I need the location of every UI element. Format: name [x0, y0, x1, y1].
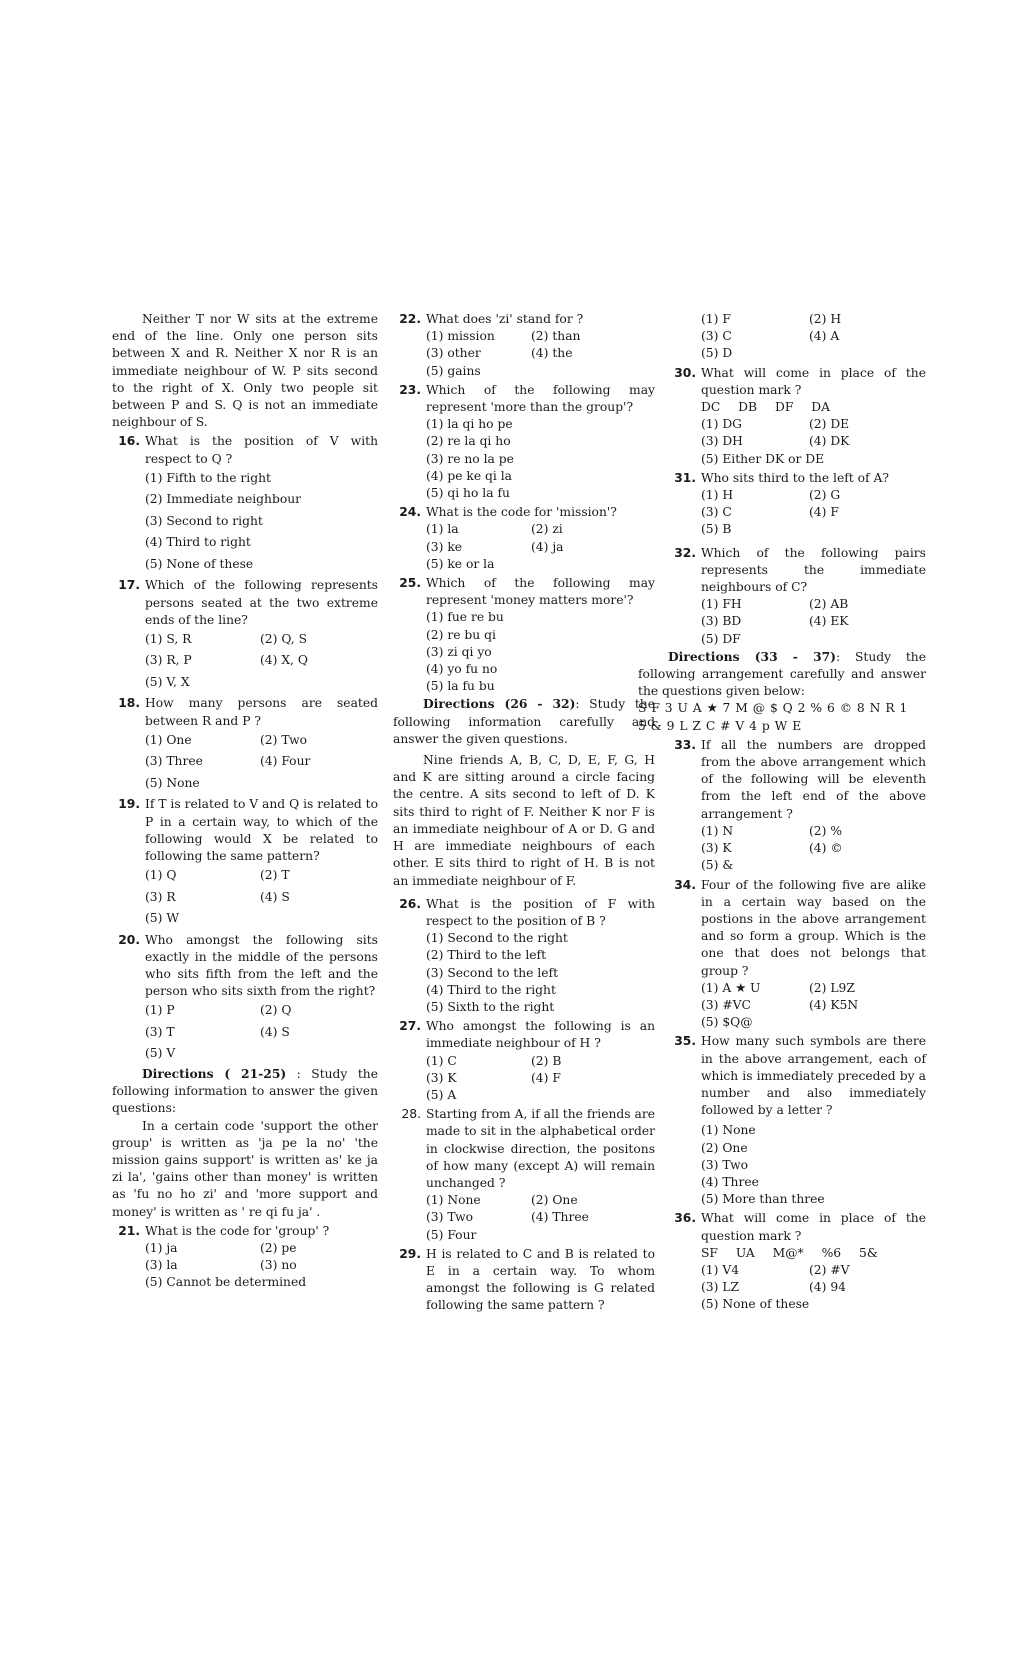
option[interactable]: (5) More than three — [701, 1192, 825, 1207]
option[interactable]: (5) & — [701, 858, 734, 873]
option[interactable]: (1) Q — [145, 868, 177, 883]
option[interactable]: (1) S, R — [145, 631, 192, 646]
question-number: 23. — [399, 382, 421, 397]
options-27 — [426, 1053, 655, 1105]
question-text: Which of the following represents persons seated at the two extreme ends of the line? — [145, 578, 378, 627]
question-text: How many persons are seated between R and P ? — [145, 696, 378, 728]
option[interactable]: (2) zi — [531, 522, 563, 537]
question-32 — [668, 545, 926, 597]
option[interactable]: (5) Four — [426, 1227, 477, 1242]
option[interactable]: (3) R — [145, 889, 176, 904]
question-29 — [393, 1246, 655, 1315]
option[interactable]: (1) N — [701, 823, 734, 838]
option[interactable]: (1) None — [701, 1123, 756, 1138]
question-31 — [668, 470, 926, 487]
question-text: What is the code for 'mission'? — [426, 505, 617, 520]
option[interactable]: (5) gains — [426, 363, 481, 378]
option[interactable]: (4) S — [260, 889, 290, 904]
question-34 — [668, 877, 926, 980]
question-text: Who amongst the following sits exactly in the middle of the persons who sits fifth from the left and the person who sits sixth from the right? — [145, 932, 378, 999]
question-25 — [393, 575, 655, 609]
option[interactable]: (2) Q, S — [260, 631, 308, 646]
option[interactable]: (4) EK — [809, 614, 849, 629]
options-18 — [145, 730, 378, 795]
directions-label: Directions (33 - 37) — [668, 648, 837, 664]
option[interactable]: (4) the — [531, 346, 573, 361]
option[interactable]: (1) DG — [701, 417, 743, 432]
directions-26-32 — [393, 695, 655, 748]
option[interactable]: (3) Two — [701, 1157, 749, 1172]
question-number: 19. — [118, 797, 140, 812]
option[interactable]: (4) DK — [809, 434, 850, 449]
question-number: 31. — [674, 470, 696, 485]
option[interactable]: (1) ja — [145, 1241, 178, 1255]
question-text: Starting from A, if all the friends are made to sit in the alphabetical order in clockwise direction, the positons of how many (except A) will remain unchanged ? — [426, 1107, 655, 1190]
option[interactable]: (4) X, Q — [260, 653, 308, 668]
options-16 — [145, 468, 378, 576]
option[interactable]: (3) BD — [701, 614, 742, 629]
question-number: 35. — [674, 1034, 696, 1049]
column-1 — [112, 311, 378, 1292]
question-number: 34. — [674, 877, 696, 892]
question-text: What will come in place of the question mark ? — [701, 1211, 926, 1243]
option[interactable]: (3) DH — [701, 434, 743, 449]
question-20 — [112, 932, 378, 1001]
option[interactable]: (3) R, P — [145, 653, 192, 668]
option[interactable]: (2) re la qi ho — [426, 434, 511, 449]
options-21 — [145, 1240, 378, 1292]
question-text: Which of the following pairs represents the immediate neighbours of C? — [701, 545, 926, 595]
question-text: What will come in place of the question mark ? — [701, 365, 926, 397]
directions-text: : Study the following arrangement carefully and answer the questions given below: — [638, 649, 926, 699]
question-text: What does 'zi' stand for ? — [426, 312, 584, 326]
options-29 — [701, 311, 926, 363]
option[interactable]: (2) B — [531, 1053, 562, 1068]
option[interactable]: (4) A — [809, 329, 840, 344]
option[interactable]: (3) C — [701, 505, 732, 520]
question-26 — [393, 896, 655, 930]
option[interactable]: (3) zi qi yo — [426, 644, 492, 659]
option[interactable]: (1) la qi ho pe — [426, 417, 513, 432]
question-33 — [668, 737, 926, 823]
question-36 — [668, 1210, 926, 1244]
option[interactable]: (2) #V — [809, 1262, 850, 1277]
option[interactable]: (2) Q — [260, 1003, 292, 1018]
question-text: If all the numbers are dropped from the above arrangement which of the following will be eleventh from the left end of the above arrangement ? — [701, 737, 926, 821]
arrangement-line-2: 5 & 9 L Z C # V 4 p W E — [638, 718, 802, 733]
option[interactable]: (2) Immediate neighbour — [145, 492, 302, 507]
option[interactable]: (2) H — [809, 312, 842, 326]
question-number: 16. — [118, 434, 140, 449]
options-25 — [426, 609, 655, 695]
question-text: What is the position of F with respect to the position of B ? — [426, 896, 655, 928]
option[interactable]: (3) Second to right — [145, 513, 263, 528]
option[interactable]: (4) F — [531, 1070, 561, 1085]
options-24 — [426, 521, 655, 573]
option[interactable]: (5) V, X — [145, 674, 190, 689]
option[interactable]: (5) None — [145, 775, 200, 790]
option[interactable]: (2) pe — [260, 1241, 297, 1255]
directions-text: : Study the following information to answer the given questions: — [112, 1066, 378, 1116]
option[interactable]: (4) © — [809, 841, 843, 856]
option[interactable]: (5) None of these — [701, 1297, 810, 1312]
series-36: SF UA M@* %6 5& — [701, 1245, 878, 1260]
question-text: Which of the following may represent 'more than the group'? — [426, 382, 655, 415]
option[interactable]: (4) Three — [701, 1174, 759, 1189]
option[interactable]: (2) % — [809, 823, 843, 838]
question-number: 27. — [399, 1019, 421, 1034]
question-number: 18. — [118, 696, 140, 711]
option[interactable]: (1) One — [145, 732, 192, 747]
options-20 — [145, 1000, 378, 1065]
option[interactable]: (1) mission — [426, 329, 495, 344]
option[interactable]: (5) V — [145, 1046, 176, 1061]
options-22 — [426, 328, 655, 380]
question-text: Which of the following may represent 'money matters more'? — [426, 576, 655, 608]
option[interactable]: (3) C — [701, 329, 732, 344]
question-text: What is the position of V with respect to Q ? — [145, 434, 378, 466]
question-text: H is related to C and B is related to E in a certain way. To whom amongst the following is G related following the same pattern ? — [426, 1246, 655, 1313]
option[interactable]: (5) qi ho la fu — [426, 486, 510, 501]
question-number: 22. — [399, 312, 421, 326]
option[interactable]: (3) T — [145, 1024, 175, 1039]
option[interactable]: (5) $Q@ — [701, 1015, 753, 1030]
option[interactable]: (3) K — [426, 1070, 457, 1085]
option[interactable]: (2) Two — [260, 732, 308, 747]
option[interactable]: (5) B — [701, 522, 732, 537]
option[interactable]: (4) Third to the right — [426, 982, 556, 997]
option[interactable]: (1) V4 — [701, 1262, 740, 1277]
option[interactable]: (3) other — [426, 346, 481, 361]
option[interactable]: (4) Three — [531, 1210, 589, 1225]
option[interactable]: (1) P — [145, 1003, 175, 1018]
options-26 — [426, 930, 655, 1016]
option[interactable]: (3) ke — [426, 539, 463, 554]
question-23 — [393, 382, 655, 416]
question-22 — [393, 311, 655, 328]
options-35 — [701, 1122, 926, 1208]
option[interactable]: (2) One — [531, 1193, 578, 1208]
question-30 — [668, 365, 926, 399]
question-text: If T is related to V and Q is related to P in a certain way, to which of the following would X be related to following the same pattern? — [145, 797, 378, 863]
options-28 — [426, 1192, 655, 1244]
option[interactable]: (3) LZ — [701, 1280, 740, 1295]
option[interactable]: (5) D — [701, 346, 733, 361]
question-number: 26. — [399, 896, 421, 911]
arrangement-line-1: S F 3 U A ★ 7 M @ $ Q 2 % 6 © 8 N R 1 — [638, 701, 908, 716]
question-number: 29. — [399, 1246, 421, 1261]
column-2 — [393, 309, 655, 1315]
option[interactable]: (1) C — [426, 1053, 457, 1068]
option[interactable]: (3) Three — [145, 754, 203, 769]
question-number: 20. — [118, 932, 140, 947]
option[interactable]: (5) la fu bu — [426, 679, 495, 694]
option[interactable]: (2) G — [809, 488, 841, 503]
option[interactable]: (4) pe ke qi la — [426, 468, 513, 483]
question-number: 36. — [674, 1211, 696, 1226]
question-text: Four of the following five are alike in a certain way based on the postions in the above arrangement and so form a group. Which is the one that does not belongs that group ? — [701, 877, 926, 978]
option[interactable]: (1) H — [701, 488, 734, 503]
options-32 — [701, 596, 926, 648]
question-35 — [668, 1033, 926, 1119]
question-text: Who sits third to the left of A? — [701, 470, 889, 485]
option[interactable]: (4) Third to right — [145, 535, 251, 550]
option[interactable]: (1) Second to the right — [426, 931, 568, 946]
directions-label: Directions (26 - 32) — [423, 696, 576, 712]
question-28 — [393, 1106, 655, 1192]
question-18 — [112, 695, 378, 729]
option[interactable]: (1) Fifth to the right — [145, 470, 271, 485]
option[interactable]: (4) Four — [260, 754, 311, 769]
option[interactable]: (2) T — [260, 868, 290, 883]
question-number: 24. — [399, 505, 421, 520]
option[interactable]: (4) yo fu no — [426, 662, 498, 677]
option[interactable]: (1) F — [701, 312, 731, 326]
option[interactable]: (2) than — [531, 329, 581, 344]
code-paragraph: In a certain code 'support the other group' is written as 'ja pe la no' 'the mission gains support' is written as' ke ja zi la', 'gains other than money' is written as 'fu no ho zi' and 'more support and money' is written as ' re qi fu ja' . — [112, 1118, 378, 1219]
options-31 — [701, 487, 926, 539]
question-19 — [112, 796, 378, 865]
question-number: 30. — [674, 365, 696, 380]
option[interactable]: (4) S — [260, 1024, 290, 1039]
option[interactable]: (1) A ★ U — [701, 980, 761, 995]
question-number: 17. — [118, 578, 140, 593]
question-text: What is the code for 'group' ? — [145, 1223, 330, 1238]
friends-paragraph: Nine friends A, B, C, D, E, F, G, H and K are sitting around a circle facing the centre. A sits second to left of D. K sits third to right of F. Neither K nor F is an immediate neighbour of A or D. G and H are immediate neighbours of each other. E sits third to right of H. B is not an immediate neighbour of F. — [393, 753, 655, 888]
option[interactable]: (2) AB — [809, 597, 849, 612]
options-30 — [701, 416, 926, 468]
option[interactable]: (2) re bu qi — [426, 627, 496, 642]
option[interactable]: (5) None of these — [145, 556, 254, 571]
option[interactable]: (5) DF — [701, 631, 741, 646]
option[interactable]: (4) ja — [531, 539, 564, 554]
option[interactable]: (1) fue re bu — [426, 610, 504, 625]
option[interactable]: (5) Either DK or DE — [701, 451, 825, 466]
option[interactable]: (5) W — [145, 911, 179, 926]
question-number: 33. — [674, 737, 696, 752]
option[interactable]: (4) F — [809, 505, 839, 520]
question-17 — [112, 577, 378, 629]
question-21 — [112, 1223, 378, 1240]
option[interactable]: (1) FH — [701, 597, 742, 612]
directions-text: : Study the following information carefully and answer the given questions. — [393, 697, 655, 746]
options-36 — [701, 1262, 926, 1314]
option[interactable]: (3) K — [701, 841, 732, 856]
option[interactable]: (1) None — [426, 1193, 481, 1208]
directions-33-37 — [638, 648, 926, 701]
question-24 — [393, 504, 655, 521]
options-17 — [145, 629, 378, 694]
option[interactable]: (3) Two — [426, 1210, 474, 1225]
question-number: 28. — [401, 1107, 421, 1122]
option[interactable]: (4) 94 — [809, 1280, 846, 1295]
options-23 — [426, 416, 655, 502]
seating-intro-paragraph: Neither T nor W sits at the extreme end of the line. Only one person sits between X and R. Neither X nor R is an immediate neighbour of W. P sits second to the right of X. Only two people sit between P and S. Q is not an immediate neighbour of S. — [112, 312, 378, 430]
question-number: 21. — [118, 1223, 140, 1238]
question-number: 25. — [399, 576, 421, 591]
options-19 — [145, 865, 378, 930]
question-number: 32. — [674, 545, 696, 560]
options-33 — [701, 823, 926, 875]
option[interactable]: (1) la — [426, 522, 459, 537]
question-text: How many such symbols are there in the above arrangement, each of which is immediately preceded by a number and also immediately followed by a letter ? — [701, 1034, 926, 1118]
option[interactable]: (5) Sixth to the right — [426, 999, 555, 1014]
question-16 — [112, 433, 378, 467]
option[interactable]: (2) L9Z — [809, 980, 855, 995]
column-3 — [638, 311, 926, 1314]
option[interactable]: (5) A — [426, 1087, 457, 1102]
options-34 — [701, 980, 926, 1032]
option[interactable]: (3) #VC — [701, 997, 751, 1012]
option[interactable]: (5) Cannot be determined — [145, 1275, 307, 1290]
option[interactable]: (2) One — [701, 1140, 748, 1155]
directions-21-25 — [112, 1065, 378, 1118]
option[interactable]: (3) la — [145, 1258, 178, 1273]
option[interactable]: (4) K5N — [809, 997, 859, 1012]
option[interactable]: (3) no — [260, 1258, 297, 1273]
question-27 — [393, 1018, 655, 1052]
option[interactable]: (2) DE — [809, 417, 850, 432]
series-30: DC DB DF DA — [701, 400, 831, 415]
option[interactable]: (3) re no la pe — [426, 451, 514, 466]
question-text: Who amongst the following is an immediate neighbour of H ? — [426, 1019, 655, 1051]
option[interactable]: (5) ke or la — [426, 556, 495, 571]
option[interactable]: (2) Third to the left — [426, 948, 547, 963]
directions-label: Directions ( 21-25) — [142, 1065, 287, 1081]
option[interactable]: (3) Second to the left — [426, 965, 559, 980]
